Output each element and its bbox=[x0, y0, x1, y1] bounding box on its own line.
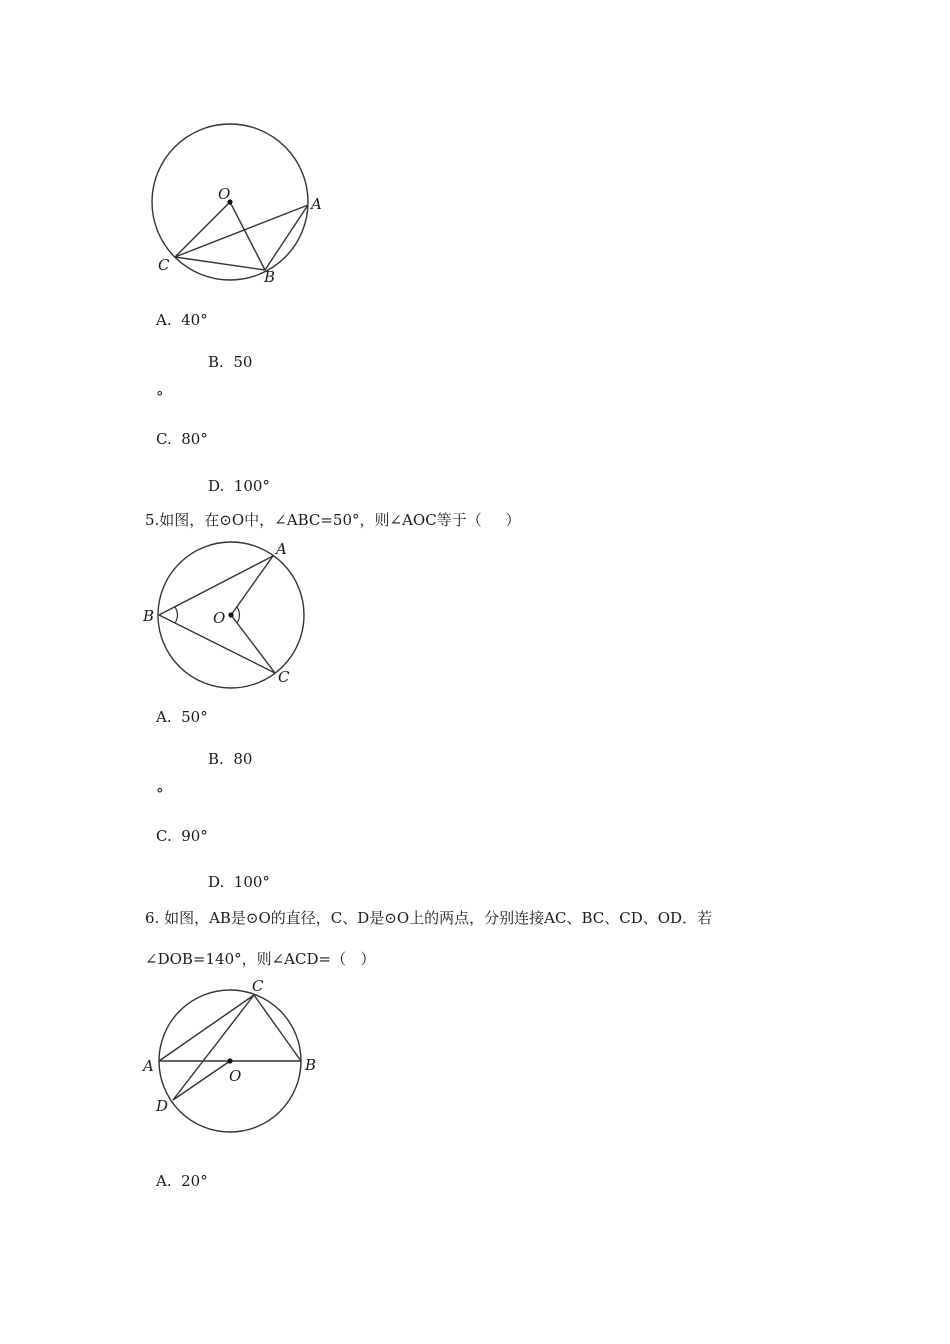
q6-label-c: C bbox=[252, 977, 264, 995]
q5-option-b-wrap: ° bbox=[156, 785, 164, 803]
q5-segment-oc bbox=[231, 615, 275, 673]
q4-segment-ab bbox=[265, 205, 308, 270]
q5-label-b: B bbox=[143, 607, 155, 625]
q5-segment-ba bbox=[159, 556, 273, 615]
q4-segment-oc bbox=[175, 202, 230, 257]
q4-option-b-wrap: ° bbox=[156, 388, 164, 406]
q5-angle-arc-b bbox=[175, 607, 178, 623]
q6-option-a: A. 20° bbox=[156, 1172, 208, 1190]
q4-label-b: B bbox=[264, 268, 276, 286]
q5-segment-oa bbox=[231, 556, 273, 615]
q6-segment-cd bbox=[173, 995, 254, 1100]
q4-option-c: C. 80° bbox=[156, 430, 208, 448]
q6-label-d: D bbox=[156, 1097, 169, 1115]
q5-angle-arc-o bbox=[237, 607, 240, 623]
q4-option-d: D. 100° bbox=[208, 477, 270, 495]
q5-label-c: C bbox=[278, 668, 290, 686]
q4-label-o: O bbox=[218, 185, 231, 203]
q6-segment-ac bbox=[159, 995, 254, 1061]
q5-option-b: B. 80 bbox=[208, 750, 253, 768]
q6-figure bbox=[140, 975, 340, 1140]
q5-question: 5.如图，在⊙O中，∠ABC=50°，则∠AOC等于（ ） bbox=[145, 511, 521, 529]
q4-option-a: A. 40° bbox=[156, 311, 208, 329]
q5-option-d: D. 100° bbox=[208, 873, 270, 891]
q5-figure bbox=[140, 535, 340, 695]
q6-segment-od bbox=[173, 1061, 230, 1100]
q6-label-o: O bbox=[229, 1067, 242, 1085]
q5-label-o: O bbox=[213, 609, 226, 627]
q4-segment-ca bbox=[175, 205, 308, 257]
q5-center-dot bbox=[228, 612, 233, 617]
q5-option-c: C. 90° bbox=[156, 827, 208, 845]
q6-center-dot bbox=[227, 1058, 232, 1063]
q4-segment-ob bbox=[230, 202, 265, 270]
q4-label-a: A bbox=[311, 195, 322, 213]
q4-label-c: C bbox=[158, 256, 170, 274]
q5-option-a: A. 50° bbox=[156, 708, 208, 726]
q6-label-a: A bbox=[143, 1057, 154, 1075]
q4-option-b: B. 50 bbox=[208, 353, 253, 371]
q6-question-line1: 6. 如图，AB是⊙O的直径，C、D是⊙O上的两点，分别连接AC、BC、CD、OD．若 bbox=[145, 909, 713, 927]
q6-question-line2: ∠DOB=140°，则∠ACD=（ ） bbox=[145, 950, 376, 968]
q6-segment-bc bbox=[254, 995, 301, 1061]
q5-label-a: A bbox=[276, 540, 287, 558]
q4-figure bbox=[140, 115, 340, 290]
q6-label-b: B bbox=[305, 1056, 317, 1074]
